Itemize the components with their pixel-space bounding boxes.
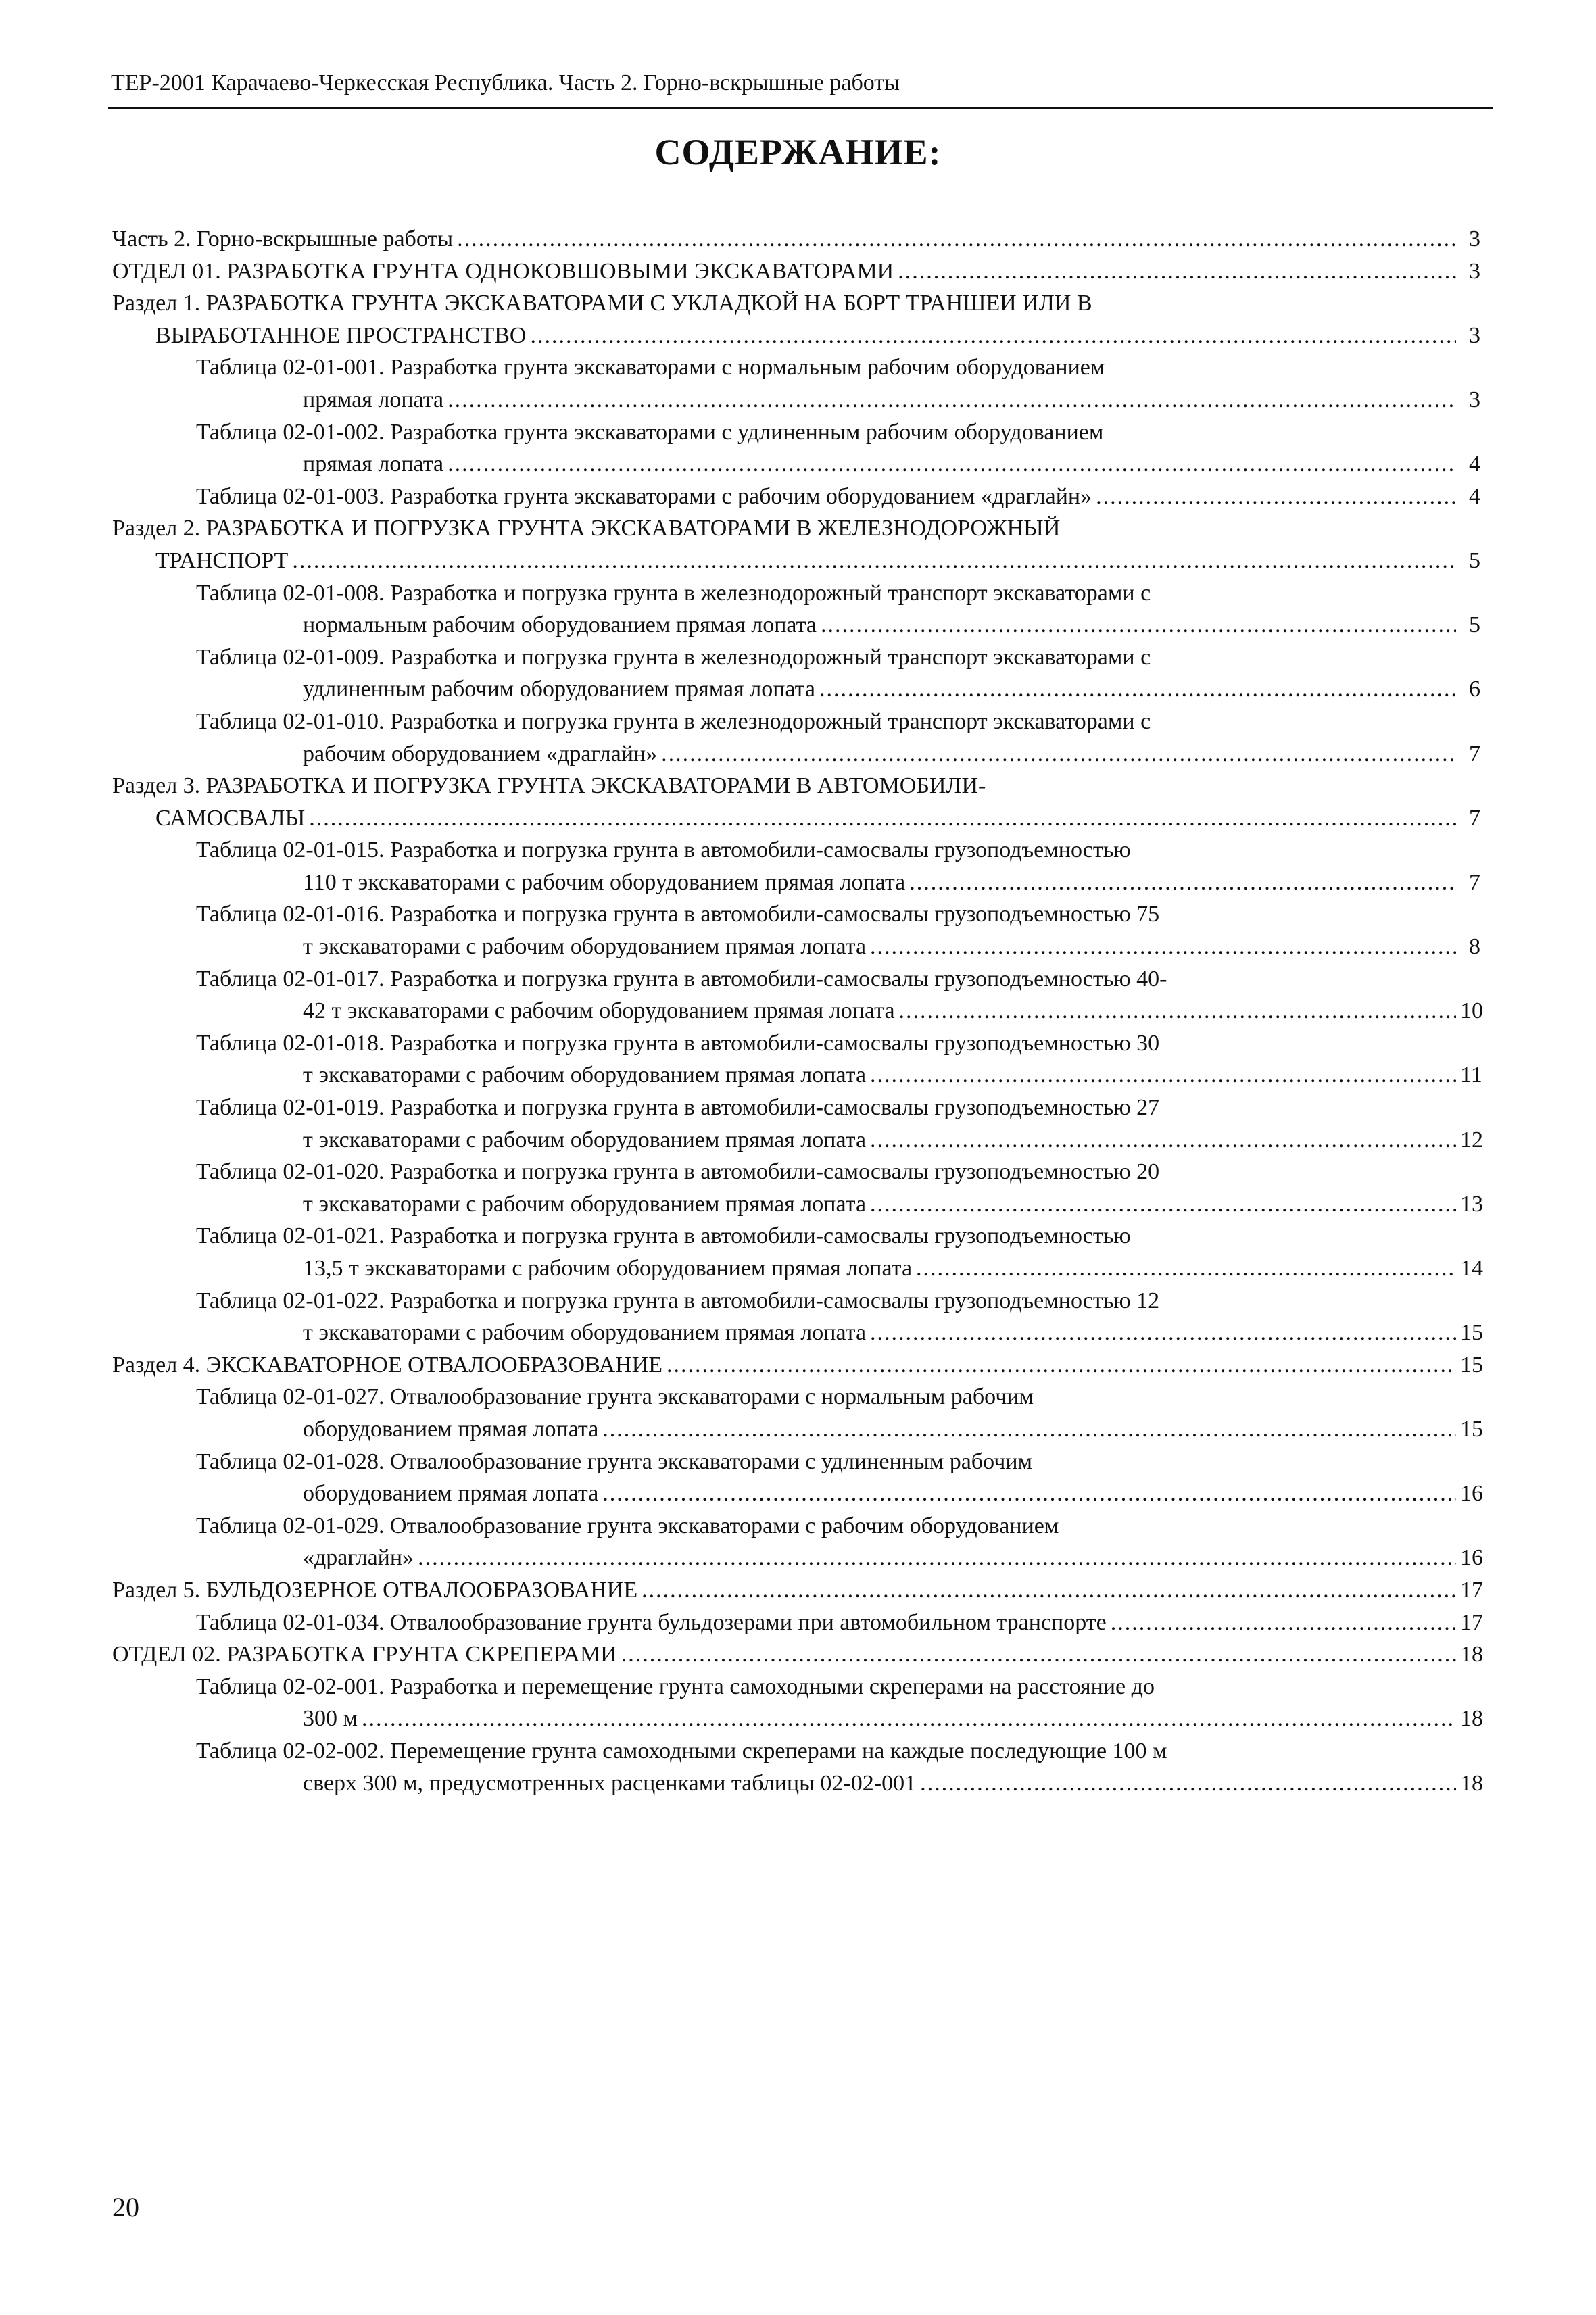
toc-entry-first-line: Таблица 02-01-008. Разработка и погрузка грунта в железнодорожный транспорт экскаваторами с (196, 580, 1151, 606)
toc-page-number: 3 (1469, 387, 1480, 412)
toc-entry[interactable] (112, 1735, 1483, 1799)
toc-entry[interactable] (112, 1220, 1483, 1284)
dot-leader (819, 673, 1456, 706)
toc-entry-text (196, 898, 1480, 962)
toc-entry[interactable] (112, 898, 1480, 962)
toc-entry-label: прямая лопата (303, 387, 444, 412)
toc-entry[interactable] (112, 1446, 1483, 1510)
toc-entry-text (196, 1671, 1483, 1735)
toc-entry[interactable] (112, 834, 1480, 898)
toc-entry-first-line: Таблица 02-01-020. Разработка и погрузка грунта в автомобили-самосвалы грузоподъемностью 20 (196, 1159, 1160, 1185)
toc-entry-label: 300 м (303, 1706, 358, 1732)
dot-leader (642, 1574, 1456, 1607)
dot-leader (870, 1059, 1456, 1092)
toc-entry-first-line: Раздел 1. РАЗРАБОТКА ГРУНТА ЭКСКАВАТОРАМИ С УКЛАДКОЙ НА БОРТ ТРАНШЕИ ИЛИ В (112, 291, 1092, 316)
toc-entry-first-line: Таблица 02-01-009. Разработка и погрузка грунта в железнодорожный транспорт экскаваторами с (196, 644, 1151, 670)
toc-entry-label: Таблица 02-01-034. Отвалообразование грунта бульдозерами при автомобильном транспорте (196, 1609, 1107, 1635)
toc-entry-label: «драглайн» (303, 1545, 414, 1571)
dot-leader (661, 738, 1456, 771)
toc-entry[interactable] (112, 1349, 1483, 1382)
dot-leader (448, 384, 1456, 416)
header-rule (108, 107, 1493, 109)
dot-leader (667, 1349, 1456, 1382)
dot-leader (530, 320, 1456, 352)
toc-entry-text (196, 641, 1480, 706)
toc-entry[interactable] (112, 287, 1480, 351)
toc-entry-label: 13,5 т экскаваторами с рабочим оборудованием прямая лопата (303, 1256, 913, 1281)
toc-page-number: 3 (1469, 322, 1480, 348)
toc-page-number: 18 (1460, 1770, 1483, 1796)
dot-leader (898, 255, 1456, 288)
toc-entry-text (112, 287, 1480, 351)
toc-entry-label: ОТДЕЛ 02. РАЗРАБОТКА ГРУНТА СКРЕПЕРАМИ (112, 1642, 617, 1667)
toc-entry[interactable] (112, 481, 1480, 513)
toc-entry-label: удлиненным рабочим оборудованием прямая лопата (303, 677, 815, 702)
dot-leader (870, 1124, 1456, 1156)
dot-leader (457, 223, 1456, 255)
dot-leader (1096, 481, 1456, 513)
page-number: 20 (112, 2192, 139, 2222)
toc-entry-label: Таблица 02-01-003. Разработка грунта экскаваторами с рабочим оборудованием «драглайн» (196, 483, 1092, 509)
toc-entry-label: ВЫРАБОТАННОЕ ПРОСТРАНСТВО (155, 322, 527, 348)
toc-entry[interactable] (112, 1285, 1483, 1349)
toc-entry-first-line: Таблица 02-01-019. Разработка и погрузка грунта в автомобили-самосвалы грузоподъемностью 27 (196, 1095, 1160, 1121)
toc-entry-first-line: Раздел 3. РАЗРАБОТКА И ПОГРУЗКА ГРУНТА ЭКСКАВАТОРАМИ В АВТОМОБИЛИ- (112, 773, 986, 799)
dot-leader (621, 1638, 1456, 1671)
toc-entry[interactable] (112, 1510, 1483, 1574)
toc-entry[interactable] (112, 1381, 1483, 1445)
toc-entry-first-line: Таблица 02-01-018. Разработка и погрузка грунта в автомобили-самосвалы грузоподъемностью 30 (196, 1030, 1160, 1056)
toc-entry[interactable] (112, 1638, 1483, 1671)
toc-entry-first-line: Таблица 02-01-027. Отвалообразование грунта экскаваторами с нормальным рабочим (196, 1384, 1034, 1410)
toc-entry-first-line: Раздел 2. РАЗРАБОТКА И ПОГРУЗКА ГРУНТА ЭКСКАВАТОРАМИ В ЖЕЛЕЗНОДОРОЖНЫЙ (112, 516, 1061, 541)
toc-entry-text (196, 1156, 1483, 1220)
toc-entry-label: ОТДЕЛ 01. РАЗРАБОТКА ГРУНТА ОДНОКОВШОВЫМИ ЭКСКАВАТОРАМИ (112, 258, 894, 284)
toc-entry-text (196, 1285, 1483, 1349)
toc-page-number: 16 (1460, 1481, 1483, 1507)
toc-entry-first-line: Таблица 02-02-001. Разработка и перемещение грунта самоходными скреперами на расстояние до (196, 1674, 1155, 1699)
toc-entry-text (196, 1027, 1480, 1092)
toc-page-number: 3 (1469, 226, 1480, 251)
toc-entry-first-line: Таблица 02-01-017. Разработка и погрузка грунта в автомобили-самосвалы грузоподъемностью 40- (196, 966, 1167, 992)
toc-entry[interactable] (112, 416, 1480, 481)
toc-entry[interactable] (112, 1607, 1483, 1639)
toc-entry[interactable] (112, 512, 1480, 577)
toc-page-number: 11 (1460, 1063, 1482, 1088)
toc-page-number: 4 (1469, 452, 1480, 477)
toc-page-number: 6 (1469, 677, 1480, 702)
toc-entry-text (196, 706, 1480, 770)
running-header: ТЕР-2001 Карачаево-Черкесская Республика. Часть 2. Горно-вскрышные работы (111, 70, 900, 95)
toc-page-number: 18 (1460, 1642, 1483, 1667)
toc-entry-text (196, 351, 1480, 416)
toc-entry-label: Раздел 5. БУЛЬДОЗЕРНОЕ ОТВАЛООБРАЗОВАНИЕ (112, 1577, 638, 1603)
toc-page-number: 13 (1460, 1191, 1483, 1217)
dot-leader (870, 931, 1456, 963)
toc-entry[interactable] (112, 577, 1480, 641)
dot-leader (602, 1413, 1456, 1446)
toc-entry-first-line: Таблица 02-01-021. Разработка и погрузка грунта в автомобили-самосвалы грузоподъемностью (196, 1223, 1131, 1249)
toc-entry-first-line: Таблица 02-01-022. Разработка и погрузка грунта в автомобили-самосвалы грузоподъемностью 12 (196, 1288, 1160, 1313)
toc-page-number: 5 (1469, 612, 1480, 638)
toc-entry[interactable] (112, 223, 1480, 255)
toc-entry-text (196, 1446, 1483, 1510)
toc-entry-text (112, 1349, 1483, 1382)
toc-page-number: 8 (1469, 934, 1480, 960)
toc-entry-first-line: Таблица 02-01-015. Разработка и погрузка грунта в автомобили-самосвалы грузоподъемностью (196, 837, 1131, 863)
dot-leader (899, 995, 1456, 1027)
toc-entry-first-line: Таблица 02-01-028. Отвалообразование грунта экскаваторами с удлиненным рабочим (196, 1448, 1033, 1474)
toc-entry-text (196, 481, 1480, 513)
toc-entry-label: оборудованием прямая лопата (303, 1481, 599, 1507)
toc-entry-first-line: Таблица 02-01-002. Разработка грунта экскаваторами с удлиненным рабочим оборудованием (196, 419, 1104, 445)
toc-entry-label: т экскаваторами с рабочим оборудованием прямая лопата (303, 1191, 867, 1217)
toc-entry-first-line: Таблица 02-01-010. Разработка и погрузка грунта в железнодорожный транспорт экскаваторами с (196, 708, 1151, 734)
dot-leader (1111, 1607, 1456, 1639)
toc-page-number: 15 (1460, 1320, 1483, 1346)
toc-entry-label: ТРАНСПОРТ (155, 547, 289, 573)
toc-entry-first-line: Таблица 02-01-029. Отвалообразование грунта экскаваторами с рабочим оборудованием (196, 1513, 1059, 1538)
dot-leader (821, 609, 1456, 641)
toc-entry[interactable] (112, 1156, 1483, 1220)
dot-leader (292, 545, 1456, 577)
dot-leader (870, 1317, 1456, 1349)
toc-entry-label: сверх 300 м, предусмотренных расценками таблицы 02-02-001 (303, 1770, 917, 1796)
toc-entry-text (112, 770, 1480, 834)
toc-entry-text (196, 577, 1480, 641)
toc-entry[interactable] (112, 1574, 1483, 1607)
toc-page-number: 15 (1460, 1352, 1483, 1378)
toc-entry[interactable] (112, 255, 1480, 288)
toc-entry-label: Раздел 4. ЭКСКАВАТОРНОЕ ОТВАЛООБРАЗОВАНИЕ (112, 1352, 663, 1378)
dot-leader (448, 448, 1456, 481)
toc-entry-text (112, 512, 1480, 577)
toc-entry-label: оборудованием прямая лопата (303, 1416, 599, 1442)
toc-entry-label: рабочим оборудованием «драглайн» (303, 741, 658, 766)
toc-page-number: 17 (1460, 1609, 1483, 1635)
toc-entry[interactable] (112, 706, 1480, 770)
toc-entry-text (196, 1607, 1483, 1639)
toc-entry-text (112, 255, 1480, 288)
toc-entry-text (196, 1381, 1483, 1445)
toc-entry-label: т экскаваторами с рабочим оборудованием прямая лопата (303, 1320, 867, 1346)
dot-leader (418, 1542, 1456, 1574)
toc-page-number: 5 (1469, 547, 1480, 573)
toc-entry[interactable] (112, 1671, 1483, 1735)
toc-entry-first-line: Таблица 02-01-001. Разработка грунта экскаваторами с нормальным рабочим оборудованием (196, 355, 1105, 381)
dot-leader (602, 1478, 1456, 1510)
toc-page-number: 12 (1460, 1127, 1483, 1152)
toc-entry-text (196, 1220, 1483, 1284)
toc-page-number: 16 (1460, 1545, 1483, 1571)
toc-page-number: 7 (1469, 869, 1480, 895)
toc-entry-text (196, 1735, 1483, 1799)
toc-entry-label: Часть 2. Горно-вскрышные работы (112, 226, 454, 251)
table-of-contents (112, 223, 1483, 1799)
dot-leader (870, 1188, 1456, 1221)
toc-entry-text (196, 963, 1483, 1027)
dot-leader (309, 802, 1456, 835)
toc-entry[interactable] (112, 351, 1480, 416)
toc-page-number: 7 (1469, 805, 1480, 831)
toc-entry-text (112, 1638, 1483, 1671)
toc-entry[interactable] (112, 641, 1480, 706)
toc-entry[interactable] (112, 1092, 1483, 1156)
toc-entry-text (196, 1092, 1483, 1156)
toc-page-number: 10 (1460, 998, 1483, 1024)
toc-entry[interactable] (112, 770, 1480, 834)
toc-entry-label: САМОСВАЛЫ (155, 805, 306, 831)
dot-leader (920, 1768, 1456, 1800)
toc-page-number: 7 (1469, 741, 1480, 766)
page-title: СОДЕРЖАНИЕ: (654, 132, 942, 172)
toc-entry-label: 110 т экскаваторами с рабочим оборудованием прямая лопата (303, 869, 906, 895)
toc-entry[interactable] (112, 963, 1483, 1027)
toc-entry-first-line: Таблица 02-01-016. Разработка и погрузка грунта в автомобили-самосвалы грузоподъемностью 75 (196, 902, 1160, 927)
toc-page-number: 3 (1469, 258, 1480, 284)
toc-page-number: 18 (1460, 1706, 1483, 1732)
toc-entry-label: т экскаваторами с рабочим оборудованием прямая лопата (303, 1127, 867, 1152)
toc-page-number: 15 (1460, 1416, 1483, 1442)
toc-page-number: 4 (1469, 483, 1480, 509)
toc-entry-label: нормальным рабочим оборудованием прямая лопата (303, 612, 817, 638)
toc-entry-text (112, 1574, 1483, 1607)
toc-entry-text (196, 834, 1480, 898)
dot-leader (909, 867, 1456, 899)
toc-entry-label: прямая лопата (303, 452, 444, 477)
toc-entry-label: т экскаваторами с рабочим оборудованием прямая лопата (303, 1063, 867, 1088)
toc-entry-first-line: Таблица 02-02-002. Перемещение грунта самоходными скреперами на каждые последующие 100 м (196, 1738, 1167, 1763)
toc-page-number: 14 (1460, 1256, 1483, 1281)
toc-entry-text (196, 1510, 1483, 1574)
toc-entry-text (196, 416, 1480, 481)
toc-entry-label: т экскаваторами с рабочим оборудованием прямая лопата (303, 934, 867, 960)
toc-entry-text (112, 223, 1480, 255)
toc-page-number: 17 (1460, 1577, 1483, 1603)
dot-leader (916, 1252, 1456, 1285)
toc-entry[interactable] (112, 1027, 1480, 1092)
toc-entry-label: 42 т экскаваторами с рабочим оборудованием прямая лопата (303, 998, 895, 1024)
dot-leader (362, 1703, 1456, 1735)
